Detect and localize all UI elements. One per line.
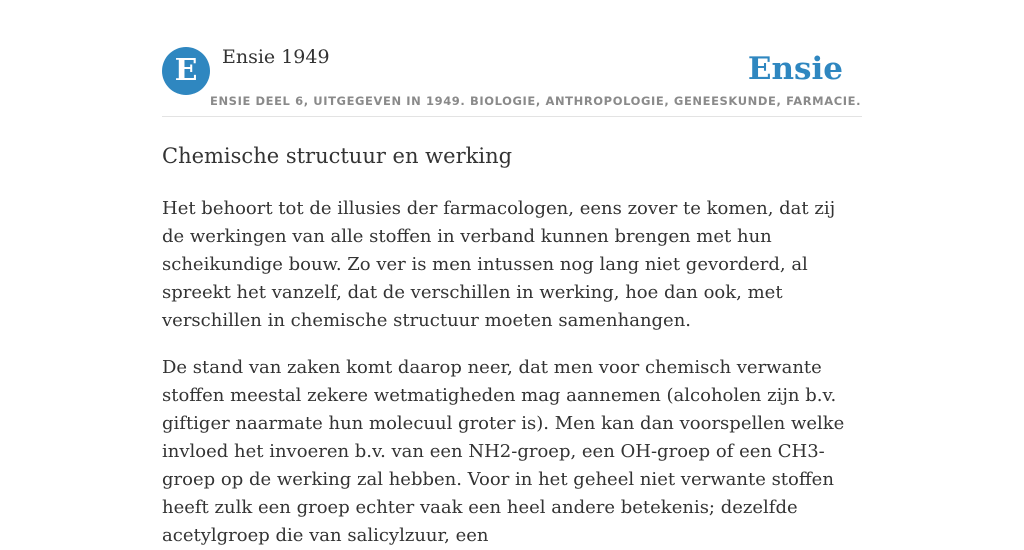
- article-paragraph: Het behoort tot de illusies der farmacologen, eens zover te komen, dat zij de werkingen van alle stoffen in verband kunnen brengen met hun scheikundige bouw. Zo ver is men intussen nog lang niet gevorderd, al spreekt het vanzelf, dat de verschillen in werking, hoe dan ook, met verschillen in chemische structuur moeten samenhangen.: [162, 198, 836, 331]
- site-header: [162, 0, 862, 117]
- site-title[interactable]: Ensie 1949: [222, 46, 330, 68]
- article-title: Chemische structuur en werking: [162, 144, 513, 168]
- brand-link[interactable]: Ensie: [747, 51, 843, 87]
- site-subtitle: ENSIE DEEL 6, UITGEGEVEN IN 1949. BIOLOGIE, ANTHROPOLOGIE, GENEESKUNDE, FARMACIE.: [210, 94, 862, 108]
- article-paragraph: De stand van zaken komt daarop neer, dat men voor chemisch verwante stoffen meestal zekere wetmatigheden mag aannemen (alcoholen zijn b.v. giftiger naarmate hun molecuul groter is). Men kan dan voorspellen welke invloed het invoeren b.v. van een NH2-groep, een OH-groep of een CH3-groep op de werking zal hebben. Voor in het geheel niet verwante stoffen heeft zulk een groep echter vaak een heel andere betekenis; dezelfde acetylgroep die van salicylzuur, een: [162, 357, 845, 546]
- content-container: [162, 0, 862, 550]
- ensie-logo-icon[interactable]: E: [162, 47, 210, 95]
